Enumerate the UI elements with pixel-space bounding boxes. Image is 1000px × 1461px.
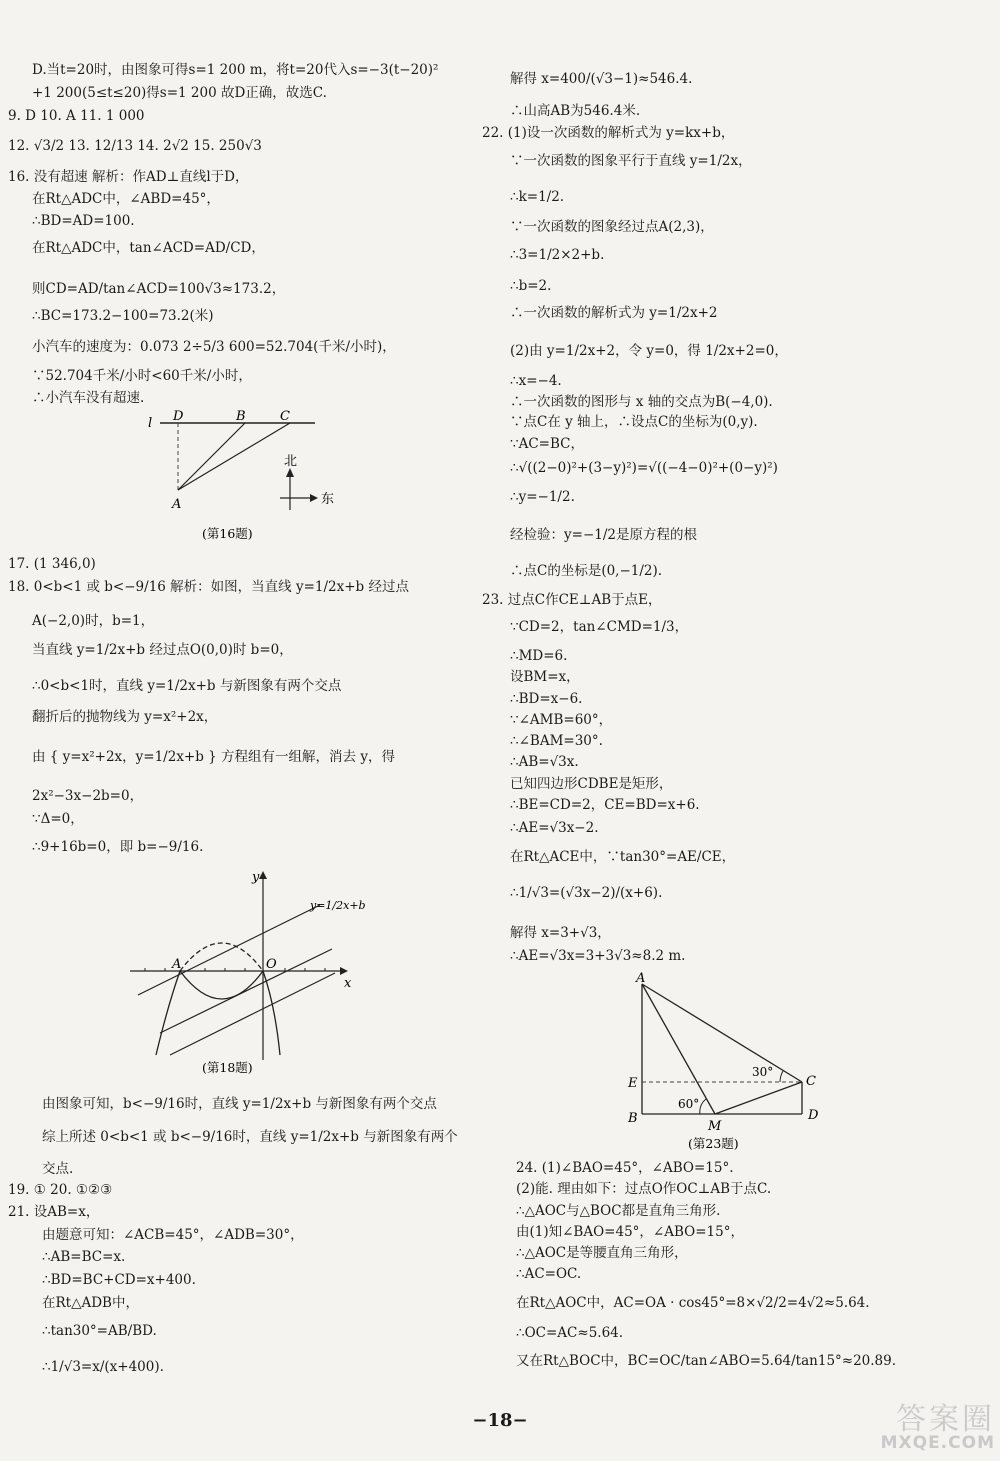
- text-line: ∵一次函数的图象平行于直线 y=1/2x，: [510, 153, 752, 169]
- text-line: 则CD=AD/tan∠ACD=100√3≈173.2，: [32, 281, 286, 297]
- text-line: 交点.: [42, 1161, 74, 1177]
- text-line: ∴AB=√3x.: [510, 754, 579, 770]
- text-line: ∴OC=AC≈5.64.: [516, 1325, 624, 1341]
- text-line: ∴∠BAM=30°.: [510, 733, 603, 749]
- segment-am: [642, 984, 715, 1114]
- parabola-branch-right: [263, 971, 280, 1055]
- text-line: 由 { y=x²+2x，y=1/2x+b } 方程组有一组解，消去 y，得: [32, 749, 395, 765]
- text-line: 24. (1)∠BAO=45°，∠ABO=15°.: [516, 1160, 734, 1176]
- angle-60-arc: [700, 1099, 706, 1114]
- label-b: B: [236, 409, 246, 424]
- text-line: ∴AE=√3x=3+3√3≈8.2 m.: [510, 948, 686, 964]
- text-line: ∵52.704千米/小时<60千米/小时，: [32, 368, 252, 384]
- figure-18: [120, 865, 366, 1080]
- text-line: 21. 设AB=x，: [8, 1204, 100, 1220]
- text-line: 由(1)知∠BAO=45°，∠ABO=15°，: [516, 1224, 744, 1240]
- label-m: M: [708, 1119, 722, 1134]
- text-line: ∴△AOC是等腰直角三角形，: [516, 1245, 688, 1261]
- label-d: D: [808, 1108, 819, 1123]
- text-line: ∴MD=6.: [510, 648, 568, 664]
- label-y: y: [252, 870, 260, 885]
- text-line: 17. (1 346,0): [8, 556, 96, 572]
- text-line: 翻折后的抛物线为 y=x²+2x，: [32, 709, 218, 725]
- text-line: ∴1/√3=x/(x+400).: [42, 1359, 164, 1375]
- text-line: 在Rt△ADC中，∠ABD=45°，: [32, 191, 220, 207]
- text-line: (2)能. 理由如下：过点O作OC⊥AB于点C.: [516, 1181, 772, 1197]
- figure-23: [620, 972, 835, 1157]
- text-line: 解得 x=400/(√3−1)≈546.4.: [510, 71, 693, 87]
- text-line: ∴△AOC与△BOC都是直角三角形.: [516, 1203, 721, 1219]
- line-through-o: [160, 949, 332, 1033]
- text-line: 当直线 y=1/2x+b 经过点O(0,0)时 b=0，: [32, 642, 293, 658]
- text-line: 22. (1)设一次函数的解析式为 y=kx+b，: [482, 125, 735, 141]
- text-line: 23. 过点C作CE⊥AB于点E，: [482, 592, 662, 608]
- watermark-url: MXQE.COM: [880, 1433, 995, 1453]
- text-line: ∴BC=173.2−100=73.2(米): [32, 308, 214, 324]
- label-c: C: [280, 409, 290, 424]
- text-line: 在Rt△AOC中，AC=OA · cos45°=8×√2/2=4√2≈5.64.: [516, 1295, 870, 1311]
- text-line: ∴点C的坐标是(0,−1/2).: [510, 563, 663, 579]
- text-line: ∵Δ=0，: [32, 811, 84, 827]
- label-angle-30: 30°: [752, 1065, 774, 1079]
- label-b: B: [628, 1111, 638, 1126]
- figure-23-caption: (第23题): [688, 1136, 739, 1151]
- text-line: 在Rt△ACE中，∵tan30°=AE/CE，: [510, 849, 736, 865]
- text-line: 在Rt△ADC中，tan∠ACD=AD/CD，: [32, 240, 265, 256]
- text-line: ∴1/√3=(√3x−2)/(x+6).: [510, 885, 663, 901]
- y-axis-arrow-icon: [259, 871, 267, 879]
- text-line: 9. D 10. A 11. 1 000: [8, 108, 145, 124]
- text-line: ∴一次函数的解析式为 y=1/2x+2: [510, 305, 718, 321]
- watermark-text: 答案圈: [896, 1402, 995, 1437]
- text-line: ∴0<b<1时，直线 y=1/2x+b 与新图象有两个交点: [32, 678, 342, 694]
- text-line: ∴AE=√3x−2.: [510, 820, 599, 836]
- text-line: 设BM=x，: [510, 669, 580, 685]
- page-number: −18−: [472, 1410, 528, 1431]
- text-line: D.当t=20时，由图象可得s=1 200 m，将t=20代入s=−3(t−20)²: [32, 62, 439, 78]
- text-line: 小汽车的速度为：0.073 2÷5/3 600=52.704(千米/小时)，: [32, 339, 396, 355]
- label-angle-60: 60°: [678, 1097, 700, 1111]
- text-line: ∴y=−1/2.: [510, 489, 575, 505]
- x-axis-arrow-icon: [340, 967, 348, 975]
- text-line: +1 200(5≤t≤20)得s=1 200 故D正确，故选C.: [32, 85, 327, 101]
- line-tangent: [170, 973, 335, 1055]
- segment-ac: [178, 423, 290, 490]
- segment-mc: [715, 1082, 802, 1114]
- text-line: ∴山高AB为546.4米.: [510, 103, 641, 119]
- text-line: ∴AB=BC=x.: [42, 1249, 126, 1265]
- text-line: 16. 没有超速 解析：作AD⊥直线l于D，: [8, 169, 249, 185]
- text-line: ∴BD=x−6.: [510, 691, 583, 707]
- label-line-equation: y=1/2x+b: [310, 899, 366, 912]
- text-line: ∴3=1/2×2+b.: [510, 247, 605, 263]
- text-line: ∴b=2.: [510, 278, 552, 294]
- label-o: O: [266, 957, 277, 972]
- text-line: ∴9+16b=0，即 b=−9/16.: [32, 839, 204, 855]
- text-line: 19. ① 20. ①②③: [8, 1182, 113, 1198]
- label-a: A: [636, 971, 646, 986]
- text-line: (2)由 y=1/2x+2，令 y=0，得 1/2x+2=0，: [510, 343, 788, 359]
- angle-30-arc: [780, 1071, 783, 1082]
- label-a: A: [172, 497, 182, 512]
- figure-16-caption: (第16题): [202, 526, 253, 541]
- text-line: ∴BE=CD=2，CE=BD=x+6.: [510, 797, 700, 813]
- text-line: ∵CD=2，tan∠CMD=1/3，: [510, 619, 689, 635]
- label-a: A: [172, 957, 182, 972]
- text-line: ∴小汽车没有超速.: [32, 390, 145, 406]
- text-line: ∴k=1/2.: [510, 189, 565, 205]
- text-line: 解得 x=3+√3，: [510, 925, 611, 941]
- label-x: x: [344, 976, 352, 991]
- east-arrow-icon: [310, 494, 318, 502]
- text-line: 由图象可知，b<−9/16时，直线 y=1/2x+b 与新图象有两个交点: [42, 1096, 437, 1112]
- text-line: 又在Rt△BOC中，BC=OC/tan∠ABO=5.64/tan15°≈20.89.: [516, 1353, 897, 1369]
- figure-16: [140, 410, 350, 545]
- label-d: D: [173, 409, 184, 424]
- label-c: C: [806, 1074, 816, 1089]
- text-line: 2x²−3x−2b=0，: [32, 788, 144, 804]
- text-line: ∵点C在 y 轴上，∴设点C的坐标为(0,y).: [510, 414, 758, 430]
- text-line: 已知四边形CDBE是矩形，: [510, 776, 673, 792]
- text-line: ∴BD=BC+CD=x+400.: [42, 1272, 196, 1288]
- parabola-dashed: [180, 943, 263, 971]
- text-line: 在Rt△ADB中，: [42, 1295, 139, 1311]
- text-line: ∴BD=AD=100.: [32, 213, 135, 229]
- text-line: 由题意可知：∠ACB=45°，∠ADB=30°，: [42, 1227, 304, 1243]
- text-line: ∵AC=BC，: [510, 436, 584, 452]
- figure-18-caption: (第18题): [202, 1060, 253, 1075]
- label-l: l: [148, 416, 153, 431]
- watermark-logo: [800, 1402, 995, 1457]
- label-north: 北: [284, 454, 298, 469]
- text-line: A(−2,0)时，b=1，: [32, 613, 155, 629]
- text-line: ∴x=−4.: [510, 373, 562, 389]
- text-line: ∴AC=OC.: [516, 1266, 582, 1282]
- text-line: 18. 0<b<1 或 b<−9/16 解析：如图，当直线 y=1/2x+b 经过点: [8, 579, 409, 595]
- text-line: 综上所述 0<b<1 或 b<−9/16时，直线 y=1/2x+b 与新图象有两个: [42, 1129, 458, 1145]
- text-line: 经检验：y=−1/2是原方程的根: [510, 527, 697, 543]
- text-line: 12. √3/2 13. 12/13 14. 2√2 15. 250√3: [8, 138, 262, 154]
- text-line: ∴tan30°=AB/BD.: [42, 1323, 157, 1339]
- parabola-branch-left: [156, 971, 180, 1055]
- north-arrow-icon: [286, 468, 294, 477]
- parabola-flipped: [180, 971, 263, 999]
- label-e: E: [628, 1076, 638, 1091]
- text-line: ∴√((2−0)²+(3−y)²)=√((−4−0)²+(0−y)²): [510, 460, 778, 476]
- line-through-a: [138, 905, 320, 995]
- text-line: ∵一次函数的图象经过点A(2,3)，: [510, 219, 714, 235]
- segment-ac: [642, 984, 802, 1082]
- label-east: 东: [321, 492, 335, 507]
- text-line: ∴一次函数的图形与 x 轴的交点为B(−4,0).: [510, 394, 773, 410]
- text-line: ∵∠AMB=60°，: [510, 712, 613, 728]
